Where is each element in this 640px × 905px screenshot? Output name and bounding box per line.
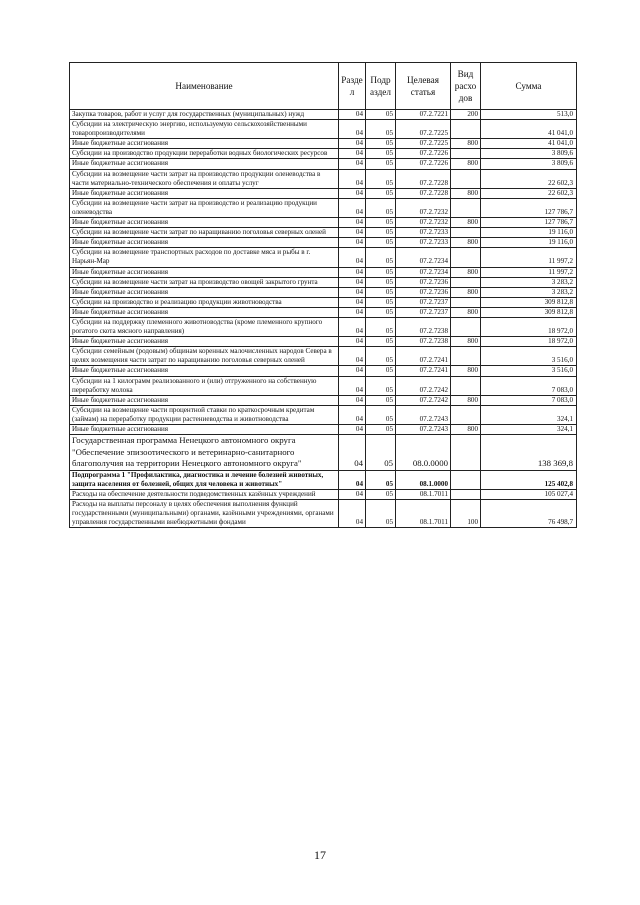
cell-type	[451, 470, 481, 489]
cell-sum: 19 116,0	[481, 238, 577, 248]
cell-sum: 125 402,8	[481, 470, 577, 489]
cell-section: 04	[339, 228, 366, 238]
table-row	[70, 470, 577, 489]
cell-name: Субсидии на возмещение части затрат по наращиванию поголовья северных оленей	[70, 228, 339, 238]
table-row	[70, 169, 577, 188]
cell-sum: 324,1	[481, 425, 577, 435]
cell-target: 07.2.7238	[396, 317, 451, 336]
cell-name: Субсидии на поддержку племенного животноводства (кроме племенного крупного рогатого скота мясного направления)	[70, 317, 339, 336]
table-row	[70, 159, 577, 169]
cell-subsection: 05	[366, 425, 396, 435]
cell-section: 04	[339, 470, 366, 489]
cell-name: Субсидии на возмещение части затрат на производство и реализацию продукции оленеводства	[70, 198, 339, 217]
cell-target: 07.2.7232	[396, 198, 451, 217]
cell-section: 04	[339, 198, 366, 217]
cell-type: 800	[451, 307, 481, 317]
table-row	[70, 425, 577, 435]
cell-type: 800	[451, 366, 481, 376]
cell-section: 04	[339, 307, 366, 317]
table-body	[70, 110, 577, 528]
cell-sum: 138 369,8	[481, 435, 577, 471]
cell-section: 04	[339, 425, 366, 435]
cell-target: 07.2.7228	[396, 169, 451, 188]
cell-sum: 105 027,4	[481, 489, 577, 499]
cell-subsection: 05	[366, 470, 396, 489]
header-sum: Сумма	[481, 63, 577, 110]
cell-name: Субсидии семейным (родовым) общинам коренных малочисленных народов Севера в целях возмещения части затрат по наращиванию поголовья северных оленей	[70, 347, 339, 366]
cell-type	[451, 120, 481, 139]
cell-subsection: 05	[366, 198, 396, 217]
table-row	[70, 297, 577, 307]
cell-sum: 41 041,0	[481, 120, 577, 139]
cell-name: Иные бюджетные ассигнования	[70, 366, 339, 376]
cell-subsection: 05	[366, 248, 396, 267]
cell-target: 07.2.7234	[396, 248, 451, 267]
cell-target: 07.2.7237	[396, 297, 451, 307]
cell-name: Иные бюджетные ассигнования	[70, 395, 339, 405]
cell-name: Иные бюджетные ассигнования	[70, 218, 339, 228]
cell-name: Иные бюджетные ассигнования	[70, 159, 339, 169]
cell-section: 04	[339, 287, 366, 297]
cell-sum: 11 997,2	[481, 267, 577, 277]
cell-type: 800	[451, 267, 481, 277]
table-row	[70, 277, 577, 287]
cell-type: 800	[451, 139, 481, 149]
cell-target: 07.2.7225	[396, 139, 451, 149]
cell-type: 800	[451, 287, 481, 297]
cell-type: 200	[451, 110, 481, 120]
table-row	[70, 149, 577, 159]
cell-type: 100	[451, 499, 481, 527]
cell-sum: 127 786,7	[481, 198, 577, 217]
cell-subsection: 05	[366, 376, 396, 395]
cell-name: Расходы на обеспечение деятельности подведомственных казённых учреждений	[70, 489, 339, 499]
cell-type	[451, 435, 481, 471]
cell-target: 07.2.7234	[396, 267, 451, 277]
cell-name: Иные бюджетные ассигнования	[70, 307, 339, 317]
cell-subsection: 05	[366, 149, 396, 159]
cell-section: 04	[339, 347, 366, 366]
cell-target: 08.0.0000	[396, 435, 451, 471]
cell-sum: 127 786,7	[481, 218, 577, 228]
cell-subsection: 05	[366, 317, 396, 336]
cell-section: 04	[339, 395, 366, 405]
table-row	[70, 228, 577, 238]
cell-name: Подпрограмма 1 "Профилактика, диагностика и лечение болезней животных, защита населения от болезней, общих для человека и животных"	[70, 470, 339, 489]
cell-sum: 309 812,8	[481, 307, 577, 317]
cell-section: 04	[339, 277, 366, 287]
cell-target: 07.2.7237	[396, 307, 451, 317]
cell-name: Субсидии на возмещение части затрат на производство овощей закрытого грунта	[70, 277, 339, 287]
cell-subsection: 05	[366, 499, 396, 527]
cell-target: 08.1.0000	[396, 470, 451, 489]
table-row	[70, 307, 577, 317]
budget-document	[69, 62, 576, 528]
cell-section: 04	[339, 188, 366, 198]
header-section: Разде л	[339, 63, 366, 110]
cell-name: Иные бюджетные ассигнования	[70, 267, 339, 277]
cell-section: 04	[339, 489, 366, 499]
cell-sum: 19 116,0	[481, 228, 577, 238]
cell-subsection: 05	[366, 435, 396, 471]
cell-target: 07.2.7243	[396, 425, 451, 435]
cell-type: 800	[451, 238, 481, 248]
cell-sum: 7 083,0	[481, 376, 577, 395]
cell-target: 07.2.7238	[396, 337, 451, 347]
table-row	[70, 405, 577, 424]
cell-type	[451, 277, 481, 287]
cell-name: Субсидии на возмещение части затрат на производство продукции оленеводства в части материально-технического обеспечения и оплаты услуг	[70, 169, 339, 188]
cell-section: 04	[339, 149, 366, 159]
table-row	[70, 499, 577, 527]
table-row	[70, 376, 577, 395]
page-number: 17	[314, 848, 326, 862]
cell-name: Иные бюджетные ассигнования	[70, 287, 339, 297]
cell-subsection: 05	[366, 159, 396, 169]
cell-target: 07.2.7233	[396, 228, 451, 238]
cell-target: 07.2.7242	[396, 395, 451, 405]
cell-type	[451, 248, 481, 267]
cell-subsection: 05	[366, 228, 396, 238]
cell-section: 04	[339, 120, 366, 139]
cell-type	[451, 297, 481, 307]
cell-sum: 324,1	[481, 405, 577, 424]
cell-type	[451, 149, 481, 159]
cell-section: 04	[339, 218, 366, 228]
cell-name: Расходы на выплаты персоналу в целях обеспечения выполнения функций государственными (муниципальными) органами, казёнными учреждениями, органами управления государственными внебюджетными фондами	[70, 499, 339, 527]
cell-name: Субсидии на 1 килограмм реализованного и (или) отгруженного на собственную переработку молока	[70, 376, 339, 395]
cell-target: 07.2.7233	[396, 238, 451, 248]
cell-subsection: 05	[366, 169, 396, 188]
cell-subsection: 05	[366, 267, 396, 277]
cell-target: 07.2.7226	[396, 159, 451, 169]
cell-sum: 18 972,0	[481, 317, 577, 336]
cell-subsection: 05	[366, 347, 396, 366]
cell-subsection: 05	[366, 218, 396, 228]
cell-section: 04	[339, 238, 366, 248]
cell-name: Иные бюджетные ассигнования	[70, 425, 339, 435]
cell-subsection: 05	[366, 120, 396, 139]
cell-subsection: 05	[366, 287, 396, 297]
table-row	[70, 218, 577, 228]
cell-target: 07.2.7225	[396, 120, 451, 139]
cell-subsection: 05	[366, 277, 396, 287]
cell-section: 04	[339, 435, 366, 471]
cell-name: Иные бюджетные ассигнования	[70, 188, 339, 198]
cell-type: 800	[451, 218, 481, 228]
cell-target: 07.2.7236	[396, 277, 451, 287]
cell-section: 04	[339, 159, 366, 169]
cell-name: Субсидии на производство и реализацию продукции животноводства	[70, 297, 339, 307]
cell-type: 800	[451, 188, 481, 198]
cell-section: 04	[339, 297, 366, 307]
table-row	[70, 489, 577, 499]
table-row	[70, 347, 577, 366]
table-row	[70, 267, 577, 277]
cell-target: 07.2.7232	[396, 218, 451, 228]
cell-subsection: 05	[366, 297, 396, 307]
budget-table	[69, 62, 577, 528]
table-row	[70, 317, 577, 336]
cell-sum: 3 516,0	[481, 366, 577, 376]
cell-section: 04	[339, 366, 366, 376]
table-row	[70, 395, 577, 405]
cell-target: 08.1.7011	[396, 489, 451, 499]
header-target: Целевая статья	[396, 63, 451, 110]
cell-section: 04	[339, 376, 366, 395]
cell-section: 04	[339, 110, 366, 120]
cell-type: 800	[451, 395, 481, 405]
cell-subsection: 05	[366, 238, 396, 248]
table-row	[70, 248, 577, 267]
table-row	[70, 188, 577, 198]
cell-target: 08.1.7011	[396, 499, 451, 527]
cell-name: Субсидии на производство продукции переработки водных биологических ресурсов	[70, 149, 339, 159]
cell-sum: 3 516,0	[481, 347, 577, 366]
cell-section: 04	[339, 405, 366, 424]
cell-type	[451, 317, 481, 336]
cell-type	[451, 347, 481, 366]
cell-sum: 513,0	[481, 110, 577, 120]
cell-type	[451, 376, 481, 395]
cell-target: 07.2.7241	[396, 347, 451, 366]
cell-sum: 76 498,7	[481, 499, 577, 527]
cell-name: Иные бюджетные ассигнования	[70, 337, 339, 347]
table-row	[70, 198, 577, 217]
cell-sum: 3 283,2	[481, 287, 577, 297]
table-row	[70, 366, 577, 376]
cell-subsection: 05	[366, 139, 396, 149]
header-type: Вид расхо дов	[451, 63, 481, 110]
header-subsection: Подр аздел	[366, 63, 396, 110]
table-row	[70, 337, 577, 347]
cell-section: 04	[339, 139, 366, 149]
cell-type	[451, 489, 481, 499]
header-name: Наименование	[70, 63, 339, 110]
cell-sum: 22 602,3	[481, 169, 577, 188]
cell-subsection: 05	[366, 366, 396, 376]
cell-section: 04	[339, 337, 366, 347]
cell-section: 04	[339, 267, 366, 277]
cell-type: 800	[451, 425, 481, 435]
cell-name: Субсидии на возмещение транспортных расходов по доставке мяса и рыбы в г. Нарьян-Мар	[70, 248, 339, 267]
table-row	[70, 238, 577, 248]
cell-section: 04	[339, 499, 366, 527]
cell-target: 07.2.7243	[396, 405, 451, 424]
cell-sum: 309 812,8	[481, 297, 577, 307]
cell-name: Субсидии на возмещение части процентной ставки по краткосрочным кредитам (займам) на переработку продукции растениеводства и животноводства	[70, 405, 339, 424]
cell-type	[451, 405, 481, 424]
cell-target: 07.2.7226	[396, 149, 451, 159]
cell-type: 800	[451, 159, 481, 169]
cell-sum: 11 997,2	[481, 248, 577, 267]
cell-type	[451, 169, 481, 188]
cell-section: 04	[339, 248, 366, 267]
cell-target: 07.2.7241	[396, 366, 451, 376]
cell-subsection: 05	[366, 395, 396, 405]
cell-sum: 3 809,6	[481, 159, 577, 169]
cell-name: Иные бюджетные ассигнования	[70, 238, 339, 248]
cell-subsection: 05	[366, 110, 396, 120]
cell-name: Субсидии на электрическую энергию, используемую сельскохозяйственными товаропроизводителями	[70, 120, 339, 139]
cell-name: Государственная программа Ненецкого автономного округа "Обеспечение эпизоотического и ветеринарно-санитарного благополучия на территории Ненецкого автономного округа"	[70, 435, 339, 471]
cell-subsection: 05	[366, 307, 396, 317]
cell-section: 04	[339, 317, 366, 336]
cell-name: Закупка товаров, работ и услуг для государственных (муниципальных) нужд	[70, 110, 339, 120]
cell-subsection: 05	[366, 405, 396, 424]
cell-target: 07.2.7228	[396, 188, 451, 198]
table-row	[70, 139, 577, 149]
cell-target: 07.2.7221	[396, 110, 451, 120]
cell-subsection: 05	[366, 188, 396, 198]
cell-sum: 3 809,6	[481, 149, 577, 159]
cell-section: 04	[339, 169, 366, 188]
cell-type: 800	[451, 337, 481, 347]
cell-type	[451, 198, 481, 217]
cell-sum: 41 041,0	[481, 139, 577, 149]
cell-type	[451, 228, 481, 238]
cell-sum: 22 602,3	[481, 188, 577, 198]
cell-sum: 3 283,2	[481, 277, 577, 287]
table-row	[70, 435, 577, 471]
table-row	[70, 120, 577, 139]
cell-sum: 7 083,0	[481, 395, 577, 405]
table-row	[70, 287, 577, 297]
cell-subsection: 05	[366, 489, 396, 499]
cell-sum: 18 972,0	[481, 337, 577, 347]
table-row	[70, 110, 577, 120]
cell-subsection: 05	[366, 337, 396, 347]
cell-target: 07.2.7242	[396, 376, 451, 395]
cell-target: 07.2.7236	[396, 287, 451, 297]
table-header-row	[70, 63, 577, 110]
cell-name: Иные бюджетные ассигнования	[70, 139, 339, 149]
